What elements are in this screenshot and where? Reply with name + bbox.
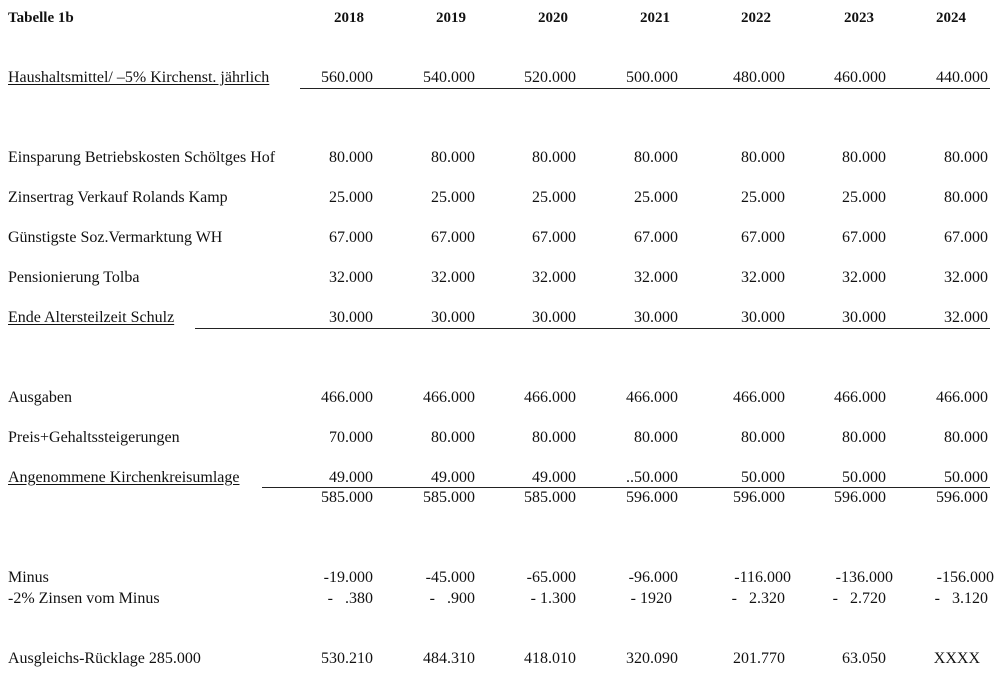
table-cell: 80.000 bbox=[634, 429, 678, 446]
table-cell: 80.000 bbox=[944, 149, 988, 166]
table-cell: - 1920 bbox=[630, 590, 672, 607]
table-cell: -116.000 bbox=[734, 569, 791, 586]
table-cell: 67.000 bbox=[431, 229, 475, 246]
table-cell: 30.000 bbox=[842, 309, 886, 326]
table-cell: 440.000 bbox=[936, 69, 988, 86]
table-cell: - .900 bbox=[429, 590, 475, 607]
table-cell: - 3.120 bbox=[934, 590, 988, 607]
table-cell: 50.000 bbox=[842, 469, 886, 486]
table-cell: 320.090 bbox=[626, 650, 678, 667]
row-label: Haushaltsmittel/ –5% Kirchenst. jährlich bbox=[8, 69, 270, 86]
table-row bbox=[0, 268, 1000, 290]
row-label: -2% Zinsen vom Minus bbox=[8, 590, 160, 607]
table-cell: 32.000 bbox=[431, 269, 475, 286]
table-cell: 25.000 bbox=[431, 189, 475, 206]
table-cell: 80.000 bbox=[842, 429, 886, 446]
table-cell: 32.000 bbox=[329, 269, 373, 286]
row-label: Zinsertrag Verkauf Rolands Kamp bbox=[8, 189, 228, 206]
table-cell: 484.310 bbox=[423, 650, 475, 667]
table-cell: 25.000 bbox=[842, 189, 886, 206]
table-row bbox=[0, 308, 1000, 330]
table-cell: 466.000 bbox=[626, 389, 678, 406]
table-cell: 530.210 bbox=[321, 650, 373, 667]
table-cell: 80.000 bbox=[431, 149, 475, 166]
table-cell: 540.000 bbox=[423, 69, 475, 86]
row-label: Günstigste Soz.Vermarktung WH bbox=[8, 229, 223, 246]
subtotal-row bbox=[0, 488, 1000, 510]
table-cell: - .380 bbox=[327, 590, 373, 607]
table-row bbox=[0, 228, 1000, 250]
table-cell: 25.000 bbox=[532, 189, 576, 206]
table-cell: 67.000 bbox=[741, 229, 785, 246]
table-cell: 560.000 bbox=[321, 69, 373, 86]
table-cell: 80.000 bbox=[944, 429, 988, 446]
table-row bbox=[0, 568, 1000, 590]
year-header: 2022 bbox=[741, 10, 771, 26]
table-cell: 63.050 bbox=[842, 650, 886, 667]
table-row bbox=[0, 188, 1000, 210]
year-header: 2019 bbox=[436, 10, 466, 26]
header-row bbox=[0, 8, 1000, 30]
table-cell: 466.000 bbox=[834, 389, 886, 406]
table-cell: -19.000 bbox=[323, 569, 373, 586]
table-cell: 50.000 bbox=[741, 469, 785, 486]
table-cell: 30.000 bbox=[329, 309, 373, 326]
table-cell: 25.000 bbox=[741, 189, 785, 206]
year-header: 2024 bbox=[936, 10, 966, 26]
table-cell: 80.000 bbox=[634, 149, 678, 166]
table-cell: 520.000 bbox=[524, 69, 576, 86]
table-cell: 460.000 bbox=[834, 69, 886, 86]
row-label: Minus bbox=[8, 569, 49, 586]
table-cell: 80.000 bbox=[944, 189, 988, 206]
table-cell: 80.000 bbox=[741, 149, 785, 166]
table-cell: -156.000 bbox=[936, 569, 994, 586]
table-cell: 480.000 bbox=[733, 69, 785, 86]
divider bbox=[300, 88, 990, 89]
divider bbox=[195, 328, 990, 329]
table-cell: 585.000 bbox=[524, 489, 576, 506]
table-cell: 32.000 bbox=[842, 269, 886, 286]
table-cell: 49.000 bbox=[431, 469, 475, 486]
year-header: 2018 bbox=[334, 10, 364, 26]
table-cell: 80.000 bbox=[532, 149, 576, 166]
table-cell: 596.000 bbox=[834, 489, 886, 506]
table-cell: 596.000 bbox=[936, 489, 988, 506]
table-cell: 32.000 bbox=[944, 269, 988, 286]
table-cell: 80.000 bbox=[842, 149, 886, 166]
row-label: Preis+Gehaltssteigerungen bbox=[8, 429, 180, 446]
table-cell: 596.000 bbox=[733, 489, 785, 506]
table-row bbox=[0, 148, 1000, 170]
table-row bbox=[0, 68, 1000, 90]
year-header: 2023 bbox=[844, 10, 874, 26]
table-cell: 67.000 bbox=[329, 229, 373, 246]
table-cell: -45.000 bbox=[425, 569, 475, 586]
table-cell: - 1.300 bbox=[530, 590, 576, 607]
table-cell: 80.000 bbox=[741, 429, 785, 446]
row-label: Pensionierung Tolba bbox=[8, 269, 140, 286]
table-cell: 67.000 bbox=[634, 229, 678, 246]
table-cell: -96.000 bbox=[628, 569, 678, 586]
table-cell: 80.000 bbox=[431, 429, 475, 446]
table-cell: 32.000 bbox=[532, 269, 576, 286]
table-cell: 67.000 bbox=[842, 229, 886, 246]
table-cell: 49.000 bbox=[532, 469, 576, 486]
year-header: 2021 bbox=[640, 10, 670, 26]
table-cell: 466.000 bbox=[936, 389, 988, 406]
table-cell: 30.000 bbox=[741, 309, 785, 326]
table-cell: -136.000 bbox=[835, 569, 893, 586]
table-cell: -65.000 bbox=[526, 569, 576, 586]
table-cell: 30.000 bbox=[532, 309, 576, 326]
year-header: 2020 bbox=[538, 10, 568, 26]
table-cell: 32.000 bbox=[634, 269, 678, 286]
table-cell: 466.000 bbox=[321, 389, 373, 406]
table-cell: 25.000 bbox=[634, 189, 678, 206]
table-cell: 50.000 bbox=[944, 469, 988, 486]
table-cell: 596.000 bbox=[626, 489, 678, 506]
table-title: Tabelle 1b bbox=[8, 10, 74, 26]
table-cell: 418.010 bbox=[524, 650, 576, 667]
table-row bbox=[0, 589, 1000, 611]
table-cell: 25.000 bbox=[329, 189, 373, 206]
table-row bbox=[0, 428, 1000, 450]
row-label: Ende Altersteilzeit Schulz bbox=[8, 309, 175, 326]
table-cell: ..50.000 bbox=[626, 469, 678, 486]
table-cell: 466.000 bbox=[524, 389, 576, 406]
table-cell: 201.770 bbox=[733, 650, 785, 667]
table-cell: 67.000 bbox=[532, 229, 576, 246]
table-cell: 70.000 bbox=[329, 429, 373, 446]
table-cell: 466.000 bbox=[423, 389, 475, 406]
table-cell: - 2.320 bbox=[731, 590, 785, 607]
row-label: Einsparung Betriebskosten Schöltges Hof bbox=[8, 149, 276, 166]
table-cell: 80.000 bbox=[532, 429, 576, 446]
row-label: Ausgleichs-Rücklage 285.000 bbox=[8, 650, 201, 667]
table-cell: 67.000 bbox=[944, 229, 988, 246]
table-cell: 30.000 bbox=[634, 309, 678, 326]
table-cell: 80.000 bbox=[329, 149, 373, 166]
row-label: Ausgaben bbox=[8, 389, 72, 406]
table-cell: - 2.720 bbox=[832, 590, 886, 607]
table-cell: 585.000 bbox=[423, 489, 475, 506]
table-cell: 32.000 bbox=[741, 269, 785, 286]
table-cell: 32.000 bbox=[944, 309, 988, 326]
table-cell: 49.000 bbox=[329, 469, 373, 486]
table-cell: 30.000 bbox=[431, 309, 475, 326]
table-cell: 585.000 bbox=[321, 489, 373, 506]
table-cell: 466.000 bbox=[733, 389, 785, 406]
table-cell: XXXX bbox=[933, 650, 980, 667]
table-row bbox=[0, 388, 1000, 410]
table-cell: 500.000 bbox=[626, 69, 678, 86]
table-row bbox=[0, 649, 1000, 671]
row-label: Angenommene Kirchenkreisumlage bbox=[8, 469, 240, 486]
